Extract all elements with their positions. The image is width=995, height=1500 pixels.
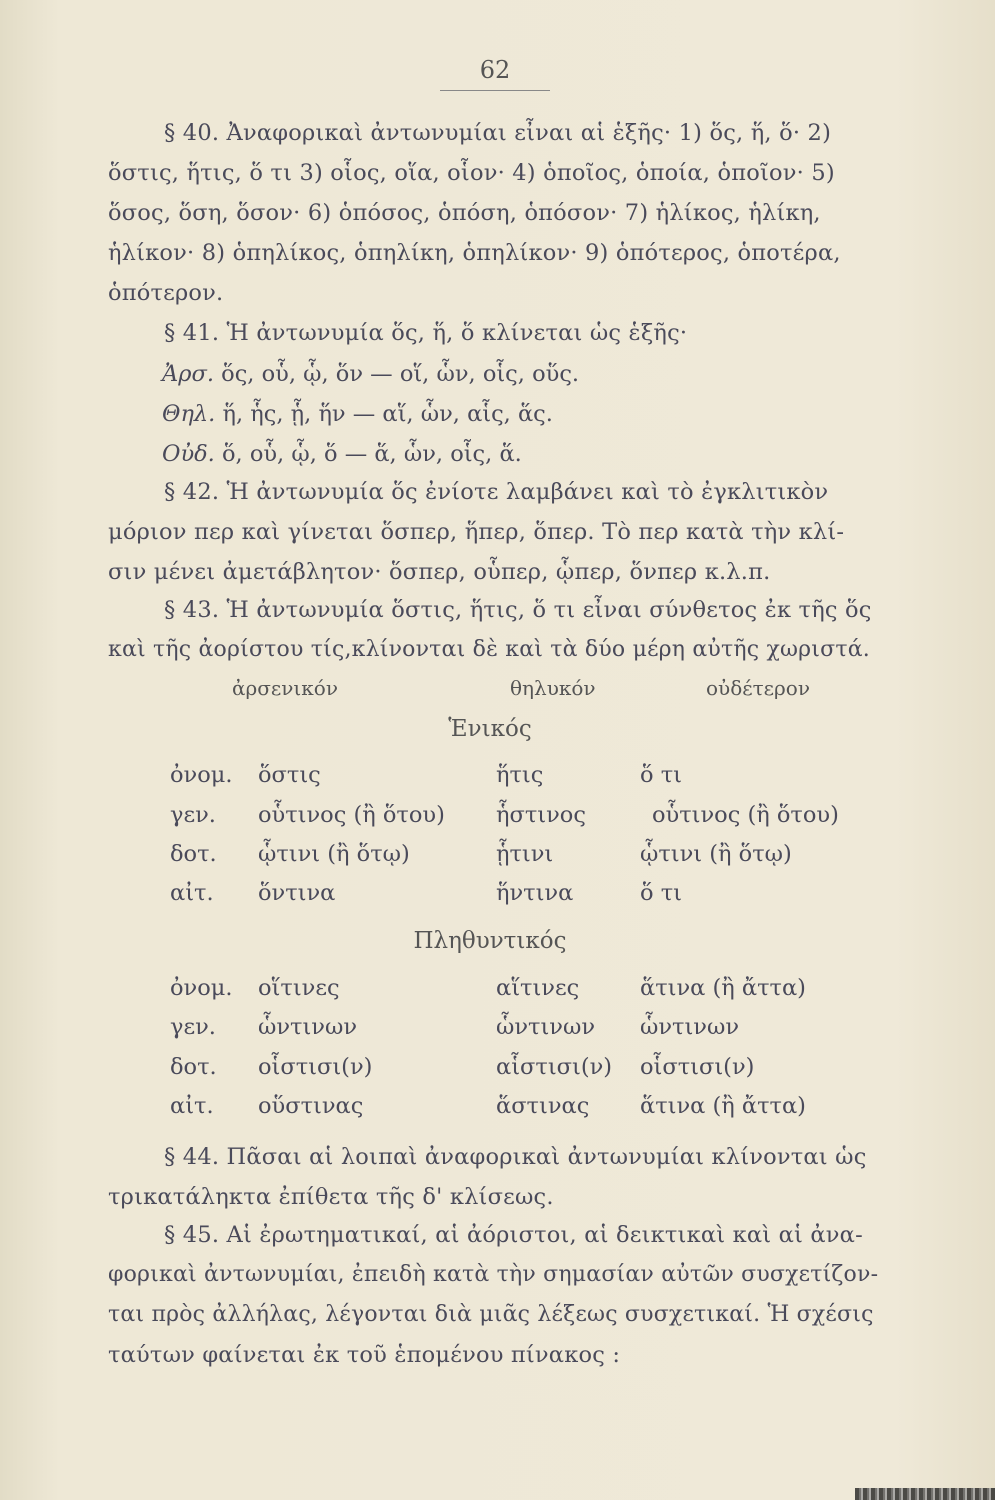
section-42-line: § 42. Ἡ ἀντωνυμία ὅς ἐνίοτε λαμβάνει καὶ τὸ ἐγκλιτικὸν	[164, 479, 829, 505]
binding-edge-mark	[855, 1488, 995, 1500]
paradigm-forms: ὅς, οὗ, ᾧ, ὅν — οἵ, ὧν, οἷς, οὕς.	[221, 361, 580, 387]
masculine-form: οὕστινας	[258, 1093, 364, 1119]
section-40-line: ἡλίκον· 8) ὁπηλίκος, ὁπηλίκη, ὁπηλίκον· 9) ὁπότερος, ὁποτέρα,	[108, 240, 841, 266]
section-42-line: μόριον περ καὶ γίνεται ὅσπερ, ἥπερ, ὅπερ. Τὸ περ κατὰ τὴν κλί-	[108, 519, 845, 545]
case-label: ὀνομ.	[170, 762, 233, 788]
feminine-form: αἵτινες	[496, 975, 580, 1001]
table-row	[0, 802, 995, 840]
feminine-form: ἧστινος	[496, 802, 586, 828]
paradigm-row-masculine	[162, 354, 579, 394]
table-row	[0, 975, 995, 1013]
section-43	[108, 590, 878, 670]
neuter-form: ἅτινα (ἢ ἄττα)	[640, 1093, 806, 1119]
case-label: γεν.	[170, 1014, 216, 1040]
section-45	[108, 1215, 878, 1375]
section-42-line: σιν μένει ἀμετάβλητον· ὅσπερ, οὗπερ, ᾧπερ, ὅνπερ κ.λ.π.	[108, 559, 771, 585]
section-40	[108, 113, 878, 313]
table-row	[0, 1093, 995, 1131]
feminine-form: ἥτις	[496, 762, 544, 788]
case-label: αἰτ.	[170, 1093, 214, 1119]
section-44-line: τρικατάληκτα ἐπίθετα τῆς δ' κλίσεως.	[108, 1184, 554, 1210]
section-43-line: καὶ τῆς ἀορίστου τίς,κλίνονται δὲ καὶ τὰ δύο μέρη αὐτῆς χωριστά.	[108, 637, 870, 662]
case-label: δοτ.	[170, 1054, 217, 1080]
table-row	[0, 1054, 995, 1092]
page-number-rule	[440, 90, 550, 91]
table-row	[0, 762, 995, 800]
section-41	[108, 313, 878, 353]
section-45-line: φορικαὶ ἀντωνυμίαι, ἐπειδὴ κατὰ τὴν σημασίαν αὐτῶν συσχετίζον-	[108, 1262, 879, 1287]
case-label: δοτ.	[170, 841, 217, 867]
feminine-form: ὧντινων	[496, 1014, 595, 1040]
table-row	[0, 1014, 995, 1052]
section-44-line: § 44. Πᾶσαι αἱ λοιπαὶ ἀναφορικαὶ ἀντωνυμίαι κλίνονται ὡς	[164, 1144, 867, 1170]
masculine-form: ὅστις	[258, 762, 321, 788]
neuter-form: οὗτινος (ἢ ὅτου)	[652, 802, 839, 828]
masculine-form: ὧντινων	[258, 1014, 357, 1040]
feminine-form: αἷστισι(ν)	[496, 1054, 613, 1080]
paradigm-row-neuter	[162, 434, 579, 474]
section-43-line: § 43. Ἡ ἀντωνυμία ὅστις, ἥτις, ὅ τι εἶναι σύνθετος ἐκ τῆς ὅς	[164, 597, 872, 623]
paradigm-forms: ὅ, οὗ, ᾧ, ὅ — ἅ, ὧν, οἷς, ἅ.	[221, 441, 522, 467]
section-45-line: § 45. Αἱ ἐρωτηματικαί, αἱ ἀόριστοι, αἱ δεικτικαὶ καὶ αἱ ἀνα-	[164, 1222, 863, 1248]
neuter-form: οἷστισι(ν)	[640, 1054, 755, 1080]
os-paradigm	[162, 354, 579, 474]
masculine-form: οὗτινος (ἢ ὅτου)	[258, 802, 445, 828]
case-label: γεν.	[170, 802, 216, 828]
section-40-line: ὁπότερον.	[108, 280, 224, 306]
neuter-form: ᾧτινι (ἢ ὅτῳ)	[640, 841, 792, 867]
page-number: 62	[479, 56, 511, 84]
feminine-form: ἅστινας	[496, 1093, 590, 1119]
section-44	[108, 1137, 878, 1217]
case-label: αἰτ.	[170, 880, 214, 906]
paradigm-row-feminine	[162, 394, 579, 434]
section-40-line: ὅστις, ἥτις, ὅ τι 3) οἷος, οἵα, οἷον· 4) ὁποῖος, ὁποία, ὁποῖον· 5)	[108, 160, 835, 186]
gender-label: Ἀρσ.	[162, 361, 214, 387]
gender-heading-feminine: θηλυκόν	[510, 676, 596, 700]
plural-heading: Πληθυντικός	[413, 928, 567, 954]
table-row	[0, 880, 995, 918]
gender-label: Οὐδ.	[162, 441, 215, 467]
section-42	[108, 472, 878, 592]
masculine-form: ὅντινα	[258, 880, 336, 906]
section-40-line: ὅσος, ὅση, ὅσον· 6) ὁπόσος, ὁπόση, ὁπόσον· 7) ἡλίκος, ἡλίκη,	[108, 200, 821, 226]
gender-label: Θηλ.	[162, 401, 216, 427]
section-45-line: ταύτων φαίνεται ἐκ τοῦ ἑπομένου πίνακος :	[108, 1342, 621, 1368]
masculine-form: οἷστισι(ν)	[258, 1054, 373, 1080]
feminine-form: ἥντινα	[496, 880, 574, 906]
masculine-form: οἵτινες	[258, 975, 340, 1001]
section-45-line: ται πρὸς ἀλλήλας, λέγονται διὰ μιᾶς λέξεως συσχετικαί. Ἡ σχέσις	[108, 1302, 874, 1327]
case-label: ὀνομ.	[170, 975, 233, 1001]
feminine-form: ᾗτινι	[496, 841, 554, 867]
table-row	[0, 841, 995, 879]
neuter-form: ὅ τι	[640, 762, 682, 788]
neuter-form: ὅ τι	[640, 880, 682, 906]
singular-heading: Ἑνικός	[448, 716, 532, 742]
masculine-form: ᾧτινι (ἢ ὅτῳ)	[258, 841, 410, 867]
gender-heading-neuter: οὐδέτερον	[706, 676, 810, 700]
gender-heading-masculine: ἀρσενικόν	[232, 676, 338, 700]
paradigm-forms: ἥ, ἧς, ᾗ, ἥν — αἵ, ὧν, αἷς, ἅς.	[222, 401, 553, 427]
neuter-form: ὧντινων	[640, 1014, 739, 1040]
section-41-intro: § 41. Ἡ ἀντωνυμία ὅς, ἥ, ὅ κλίνεται ὡς ἑξῆς·	[164, 320, 688, 346]
neuter-form: ἅτινα (ἢ ἄττα)	[640, 975, 806, 1001]
section-40-line: § 40. Ἀναφορικαὶ ἀντωνυμίαι εἶναι αἱ ἑξῆς· 1) ὅς, ἥ, ὅ· 2)	[164, 120, 832, 146]
